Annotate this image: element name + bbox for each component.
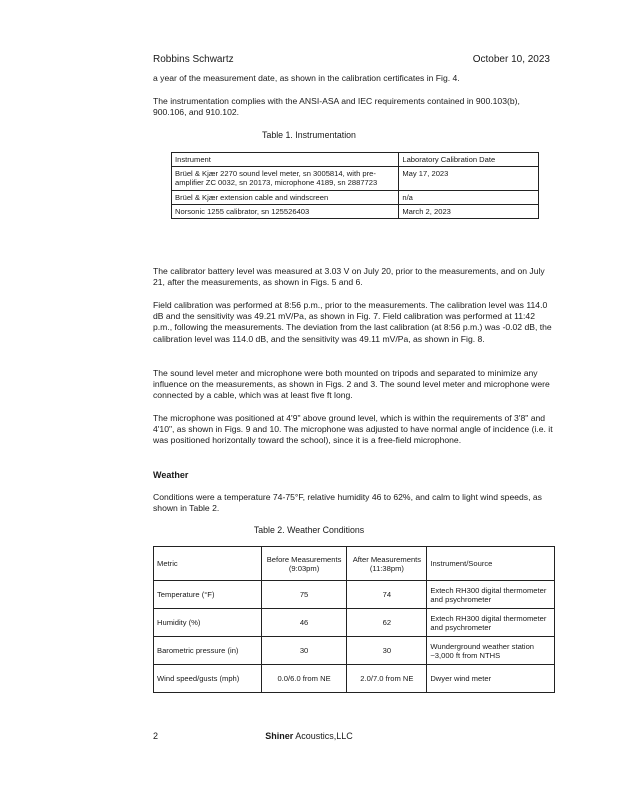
table-cell: 30: [347, 637, 427, 665]
table-header-row: [154, 547, 555, 581]
table-cell: Wunderground weather station ~3,000 ft from NTHS: [427, 637, 555, 665]
footer-company-rest: Acoustics,LLC: [293, 731, 353, 741]
table-row: [154, 609, 555, 637]
paragraph-battery: The calibrator battery level was measured at 3.03 V on July 20, prior to the measurements, and on July 21, after the measurements, as shown in Figs. 5 and 6.: [153, 266, 545, 288]
header-author: Robbins Schwartz: [153, 54, 234, 65]
header-date: October 10, 2023: [472, 54, 550, 65]
table-row: [154, 581, 555, 609]
table-row: [172, 190, 539, 204]
table-cell: 46: [261, 609, 347, 637]
paragraph-calibration-note: a year of the measurement date, as shown in the calibration certificates in Fig. 4.: [153, 73, 460, 83]
table-cell: 62: [347, 609, 427, 637]
table-cell: 2.0/7.0 from NE: [347, 665, 427, 693]
table-row: [172, 167, 539, 190]
table-cell: Humidity (%): [154, 609, 262, 637]
table-header-cell: Before Measurements (9:03pm): [261, 547, 347, 581]
footer-company-bold: Shiner: [265, 731, 294, 741]
table-row: [154, 665, 555, 693]
table-header-row: [172, 153, 539, 167]
table-row: [154, 637, 555, 665]
table-header-cell: After Measurements (11:38pm): [347, 547, 427, 581]
table-cell: Temperature (°F): [154, 581, 262, 609]
paragraph-compliance: The instrumentation complies with the ANSI-ASA and IEC requirements contained in 900.103(b), 900.106, and 910.102.: [153, 96, 520, 118]
page-number: 2: [153, 731, 159, 741]
paragraph-mounting: The sound level meter and microphone were both mounted on tripods and separated to minimize any influence on the measurements, as shown in Figs. 2 and 3. The sound level meter and microphone were connected by a cable, which was at least five ft long.: [153, 368, 550, 401]
instrumentation-table: [171, 152, 539, 219]
table-row: [172, 204, 539, 218]
table-cell: Brüel & Kjær 2270 sound level meter, sn 3005814, with pre-amplifier ZC 0032, sn 20173, microphone 4189, sn 2887723: [172, 167, 399, 190]
table-cell: 0.0/6.0 from NE: [261, 665, 347, 693]
table2-caption: Table 2. Weather Conditions: [253, 525, 365, 535]
table-cell: 75: [261, 581, 347, 609]
footer-company: [0, 731, 618, 741]
table-header-cell: Laboratory Calibration Date: [399, 153, 539, 167]
table-cell: 74: [347, 581, 427, 609]
paragraph-weather: Conditions were a temperature 74-75°F, relative humidity 46 to 62%, and calm to light wind speeds, as shown in Table 2.: [153, 492, 542, 514]
table-cell: May 17, 2023: [399, 167, 539, 190]
table-cell: Dwyer wind meter: [427, 665, 555, 693]
table-cell: n/a: [399, 190, 539, 204]
paragraph-field-calibration: Field calibration was performed at 8:56 p.m., prior to the measurements. The calibration level was 114.0 dB and the sensitivity was 49.21 mV/Pa, as shown in Fig. 7. Field calibration was performed at 11:42 p.m., following the measurements. The deviation from the last calibration (at 8:56 p.m.) was -0.02 dB, the calibration level was 114.0 dB, and the sensitivity was 49.11 mV/Pa, as shown in Fig. 8.: [153, 300, 552, 344]
paragraph-microphone-position: The microphone was positioned at 4'9" above ground level, which is within the requirements of 3'8" and 4'10", as shown in Figs. 9 and 10. The microphone was adjusted to have normal angle of incidence (i.e. it was positioned horizontally toward the school), since it is a free-field microphone.: [153, 413, 553, 446]
table-cell: Extech RH300 digital thermometer and psychrometer: [427, 581, 555, 609]
table-cell: 30: [261, 637, 347, 665]
table-cell: Brüel & Kjær extension cable and windscreen: [172, 190, 399, 204]
section-heading-weather: Weather: [153, 470, 189, 480]
table-header-cell: Metric: [154, 547, 262, 581]
table-cell: March 2, 2023: [399, 204, 539, 218]
table1-caption: Table 1. Instrumentation: [262, 130, 356, 140]
table-cell: Barometric pressure (in): [154, 637, 262, 665]
weather-table: [153, 546, 555, 693]
table-cell: Wind speed/gusts (mph): [154, 665, 262, 693]
table-header-cell: Instrument: [172, 153, 399, 167]
table-cell: Extech RH300 digital thermometer and psychrometer: [427, 609, 555, 637]
table-header-cell: Instrument/Source: [427, 547, 555, 581]
table-cell: Norsonic 1255 calibrator, sn 125526403: [172, 204, 399, 218]
